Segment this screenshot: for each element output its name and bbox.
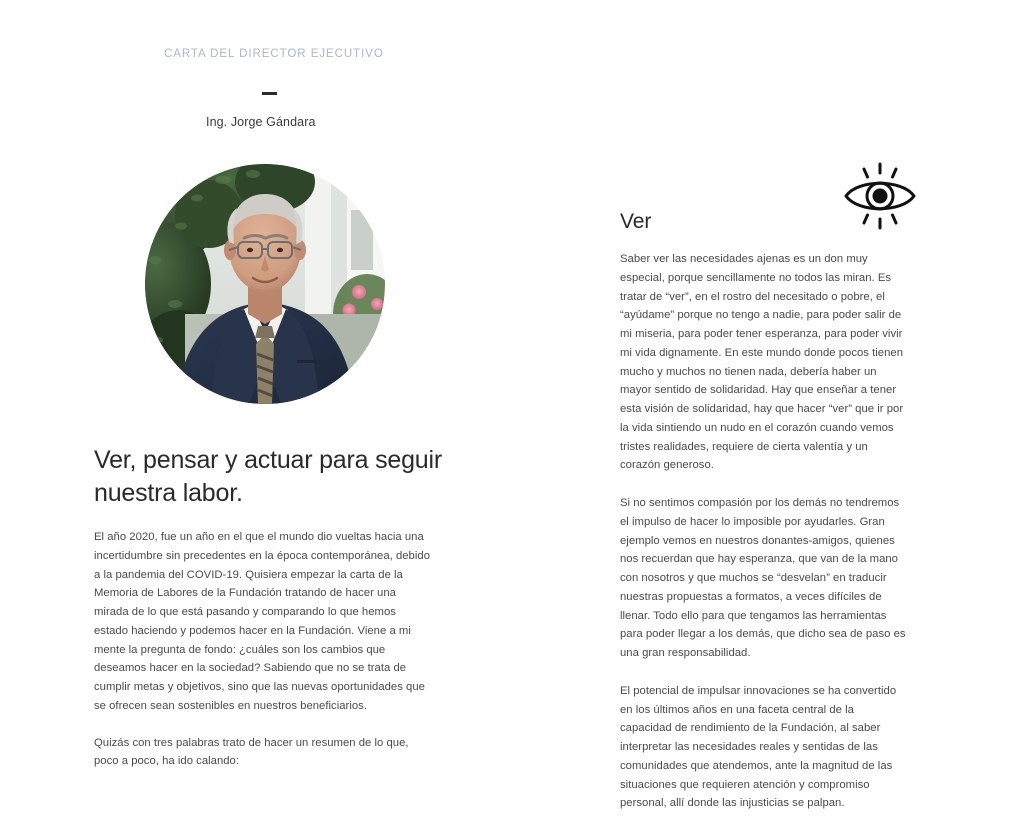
paragraph: Quizás con tres palabras trato de hacer un resumen de lo que, poco a poco, ha ido calando: <box>94 736 409 768</box>
paragraph: El potencial de impulsar innovaciones se ha convertido en los últimos años en una faceta central de la capacidad de rendimiento de la Fundación, al saber interpretar las necesidades reales y sentidas de las comunidades que atendemos, ante la magnitud de las situaciones que requieren atención y compromiso personal, allí donde las injusticias se palpan. <box>620 684 897 810</box>
right-body-text <box>620 250 908 832</box>
page-headline: Ver, pensar y actuar para seguir nuestra labor. <box>94 446 442 508</box>
left-column <box>94 48 444 768</box>
eye-icon <box>836 160 924 232</box>
author-portrait <box>145 164 385 404</box>
divider-dash-wrapper <box>262 92 278 95</box>
author-byline: Ing. Jorge Gándara <box>206 114 316 129</box>
paragraph: El año 2020, fue un año en el que el mundo dio vueltas hacia una incertidumbre sin precedentes en la época contemporánea, debido a la pandemia del COVID-19. Quisiera empezar la carta de la Memoria de Labores de la Fundación tratando de hacer una mirada de lo que está pasando y comparando lo que hemos estado haciendo y podemos hacer en la Fundación. Viene a mi mente la pregunta de fondo: ¿cuáles son los cambios que deseamos hacer en la sociedad? Sabiendo que no se trata de cumplir metas y objetivos, sino que las nuevas oportunidades que se ofrecen sean sostenibles en nuestros beneficiarios. <box>94 531 430 712</box>
divider-dash <box>262 92 277 95</box>
paragraph: Saber ver las necesidades ajenas es un don muy especial, porque sencillamente no todos las miran. Es tratar de “ver”, en el rostro del necesitado o pobre, el “ayúdame” porque no tengo a nadie, para poder salir de mi miseria, para poder tener esperanza, para poder vivir mi vida dignamente. En este mundo donde pocos tienen mucho y muchos no tienen nada, debería haber un mayor sentido de solidaridad. Hay que enseñar a tener esta visión de solidaridad, hay que hacer “ver” que ir por la vida sintiendo un nudo en el corazón cuando vemos tristes realidades, requiere de cierta valentía y un corazón generoso. <box>620 253 904 472</box>
left-body-text <box>94 528 432 789</box>
section-eyebrow: CARTA DEL DIRECTOR EJECUTIVO <box>164 48 384 60</box>
portrait-image <box>145 164 385 404</box>
paragraph: Si no sentimos compasión por los demás no tendremos el impulso de hacer lo imposible por ayudarles. Gran ejemplo vemos en nuestros donantes-amigos, quienes nos recuerdan que hay esperanza, que van de la mano con nosotros y que muchos se “desvelan” en traducir nuestras propuestas a formatos, a veces difíciles de llenar. Todo ello para que tengamos las herramientas para poder llegar a los demás, que dicho sea de paso es una gran responsabilidad. <box>620 497 906 659</box>
section-title-ver: Ver <box>620 210 652 233</box>
